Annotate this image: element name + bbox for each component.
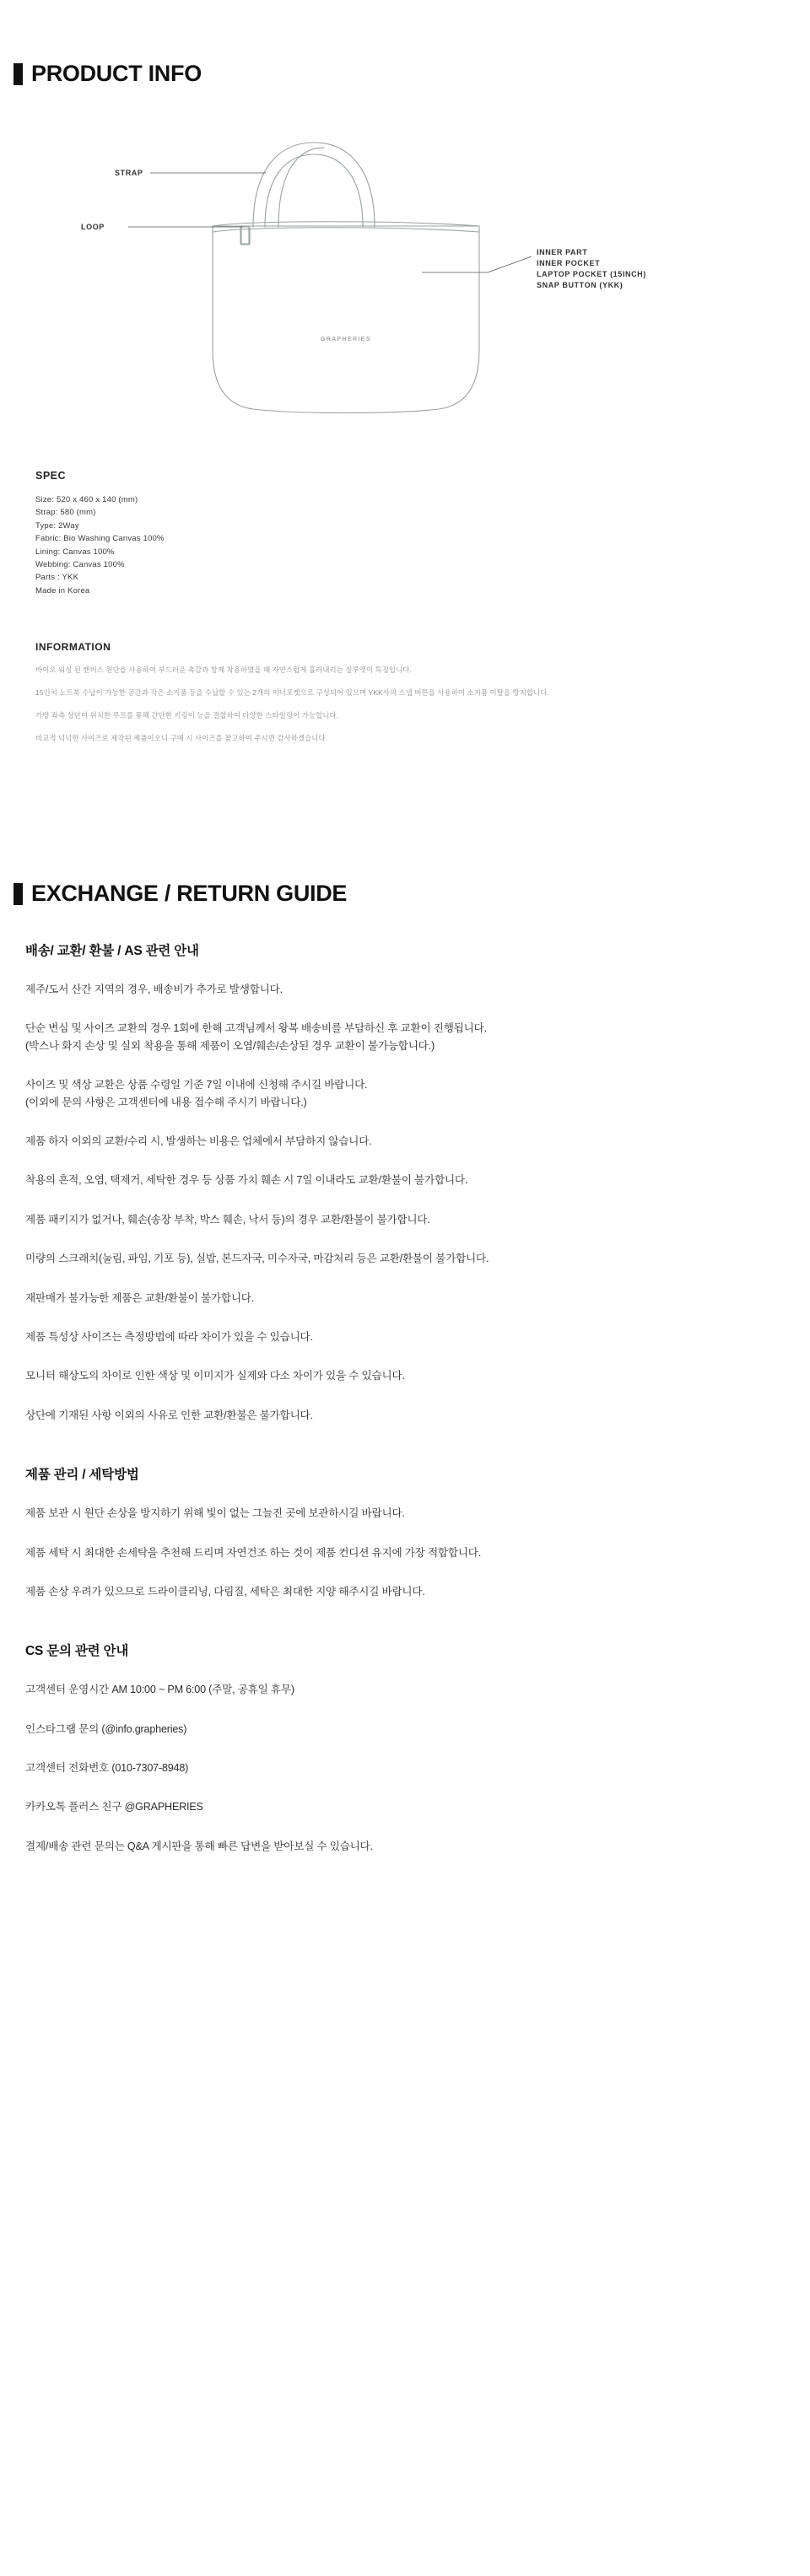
guide-line: 제품 보관 시 원단 손상을 방지하기 위해 빛이 없는 그늘진 곳에 보관하시길 바랍니다. <box>25 1507 405 1520</box>
product-diagram <box>0 119 810 431</box>
guide-paragraph <box>25 1798 785 1815</box>
information-paragraph: 가방 좌측 상단이 위치한 루프를 통해 간단한 키링이 능을 결합하여 다양한 스타일링이 가능합니다. <box>35 711 339 720</box>
guide-paragraph <box>25 1290 785 1307</box>
guide-line: 단순 변심 및 사이즈 교환의 경우 1회에 한해 고객님께서 왕복 배송비를 부담하신 후 교환이 진행됩니다. <box>25 1022 487 1035</box>
guide-line: 상단에 기재된 사항 이외의 사유로 인한 교환/환불은 불가합니다. <box>25 1409 313 1421</box>
callout-inner-pocket: INNER POCKET <box>537 259 601 268</box>
guide-paragraph <box>25 1211 785 1228</box>
guide-line: 제품 손상 우려가 있으므로 드라이클리닝, 다림질, 세탁은 최대한 지양 해주시길 바랍니다. <box>25 1585 425 1598</box>
spec-list <box>35 493 810 597</box>
guide-line: 제품 세탁 시 최대한 손세탁을 추천해 드리며 자연건조 하는 것이 제품 컨디션 유지에 가장 적합합니다. <box>25 1546 482 1559</box>
spec-item: Size: 520 x 460 x 140 (mm) <box>35 495 138 504</box>
spec-block <box>35 470 810 597</box>
guide-line: 제품 하자 이외의 교환/수리 시, 발생하는 비용은 업체에서 부담하지 않습니다. <box>25 1135 372 1148</box>
guide-line: 제품 특성상 사이즈는 측정방법에 따라 차이가 있을 수 있습니다. <box>25 1330 313 1343</box>
guide-paragraph <box>25 1020 785 1054</box>
guide-paragraph <box>25 1760 785 1776</box>
guide-subtitle-cs: CS 문의 관련 안내 <box>25 1644 129 1659</box>
guide-paragraph <box>25 1721 785 1738</box>
guide-paragraph <box>25 1172 785 1188</box>
exchange-guide-heading-text: EXCHANGE / RETURN GUIDE <box>31 881 348 907</box>
guide-subtitle-care: 제품 관리 / 세탁방법 <box>25 1468 139 1483</box>
spec-item: Lining: Canvas 100% <box>35 547 115 557</box>
guide-line: 결제/배송 관련 문의는 Q&A 게시판을 통해 빠른 답변을 받아보실 수 있습니다. <box>25 1840 373 1852</box>
spec-item: Parts : YKK <box>35 573 79 583</box>
guide-paragraph <box>25 1328 785 1345</box>
information-paragraph: 바이오 워싱 된 캔버스 원단을 사용하여 부드러운 촉감과 함께 착용하였을 때 자연스럽게 흘러내리는 실루엣이 특징입니다. <box>35 666 412 674</box>
spec-item: Made in Korea <box>35 585 90 595</box>
guide-body <box>25 940 785 1910</box>
guide-line: 제주/도서 산간 지역의 경우, 배송비가 추가로 발생합니다. <box>25 984 283 996</box>
guide-paragraph <box>25 1133 785 1150</box>
exchange-return-guide-section <box>0 756 810 1961</box>
guide-line: 사이즈 및 색상 교환은 상품 수령일 기준 7일 이내에 신청해 주시길 바랍니다. <box>25 1079 368 1091</box>
product-info-section <box>0 0 810 744</box>
exchange-guide-heading <box>14 881 810 907</box>
guide-line: 제품 패키지가 없거나, 훼손(송장 부착, 박스 훼손, 낙서 등)의 경우 교환/환불이 불가합니다. <box>25 1213 430 1226</box>
guide-line: 모니터 해상도의 차이로 인한 색상 및 이미지가 실제와 다소 차이가 있을 수 있습니다. <box>25 1370 405 1382</box>
guide-line: 착용의 흔적, 오염, 택제거, 세탁한 경우 등 상품 가치 훼손 시 7일 이내라도 교환/환불이 불가합니다. <box>25 1174 468 1187</box>
spec-item: Strap: 580 (mm) <box>35 508 96 518</box>
information-paragraph: 15인치 노트북 수납이 가능한 공간과 작은 소지품 등을 수납할 수 있는 2개의 이너포켓으로 구성되어 있으며 YKK사의 스냅 버튼을 사용하여 소지품 이탈을 방지합니다. <box>35 688 549 698</box>
guide-line: 고객센터 전화번호 (010-7307-8948) <box>25 1762 189 1775</box>
guide-paragraph <box>25 1505 785 1522</box>
information-paragraph: 비교적 넉넉한 사이즈로 제작된 제품이오니 구매 시 사이즈를 참고하여 주시면 감사하겠습니다. <box>35 734 328 743</box>
guide-line: 고객센터 운영시간 AM 10:00 ~ PM 6:00 (주말, 공휴일 휴무) <box>25 1684 294 1696</box>
callout-laptop-pocket: LAPTOP POCKET (15INCH) <box>537 270 646 279</box>
tote-bag-line-drawing <box>0 119 810 431</box>
callout-inner-part <box>537 247 646 291</box>
guide-subtitle-shipping: 배송/ 교환/ 환불 / AS 관련 안내 <box>25 944 199 959</box>
spec-title: SPEC <box>35 470 67 482</box>
guide-line: (이외에 문의 사항은 고객센터에 내용 접수해 주시기 바랍니다.) <box>25 1096 307 1108</box>
spec-item: Webbing: Canvas 100% <box>35 559 125 569</box>
product-info-heading-text: PRODUCT INFO <box>31 61 202 86</box>
guide-paragraph <box>25 981 785 998</box>
guide-paragraph <box>25 1583 785 1600</box>
bottom-spacer <box>25 1877 785 1910</box>
information-block <box>35 641 710 744</box>
guide-paragraph <box>25 1076 785 1111</box>
callout-inner-part-title: INNER PART <box>537 248 588 256</box>
callout-snap-button: SNAP BUTTON (YKK) <box>537 281 624 290</box>
product-info-heading <box>14 61 810 87</box>
spec-item: Fabric: Bio Washing Canvas 100% <box>35 534 165 544</box>
guide-paragraph <box>25 1838 785 1855</box>
guide-paragraph <box>25 1681 785 1698</box>
guide-line: 인스타그램 문의 (@info.grapheries) <box>25 1722 187 1735</box>
guide-paragraph <box>25 1407 785 1424</box>
spec-item: Type: 2Way <box>35 520 79 531</box>
guide-paragraph <box>25 1544 785 1561</box>
guide-line: (박스나 화지 손상 및 실외 착용을 통해 제품이 오염/훼손/손상된 경우 교환이 불가능합니다.) <box>25 1039 435 1052</box>
guide-line: 미량의 스크래치(눌림, 파임, 기포 등), 실밥, 본드자국, 미수자국, 마감처리 등은 교환/환불이 불가합니다. <box>25 1253 489 1265</box>
heading-bullet-icon <box>14 63 23 85</box>
guide-paragraph <box>25 1367 785 1384</box>
callout-loop: LOOP <box>81 223 105 231</box>
brand-mark-text: GRAPHERIES <box>321 337 371 342</box>
guide-line: 카카오톡 플러스 친구 @GRAPHERIES <box>25 1801 203 1813</box>
guide-line: 재판매가 불가능한 제품은 교환/환불이 불가합니다. <box>25 1291 255 1304</box>
heading-bullet-icon <box>14 883 23 905</box>
information-title: INFORMATION <box>35 641 111 653</box>
callout-strap: STRAP <box>115 169 143 177</box>
guide-paragraph <box>25 1250 785 1267</box>
